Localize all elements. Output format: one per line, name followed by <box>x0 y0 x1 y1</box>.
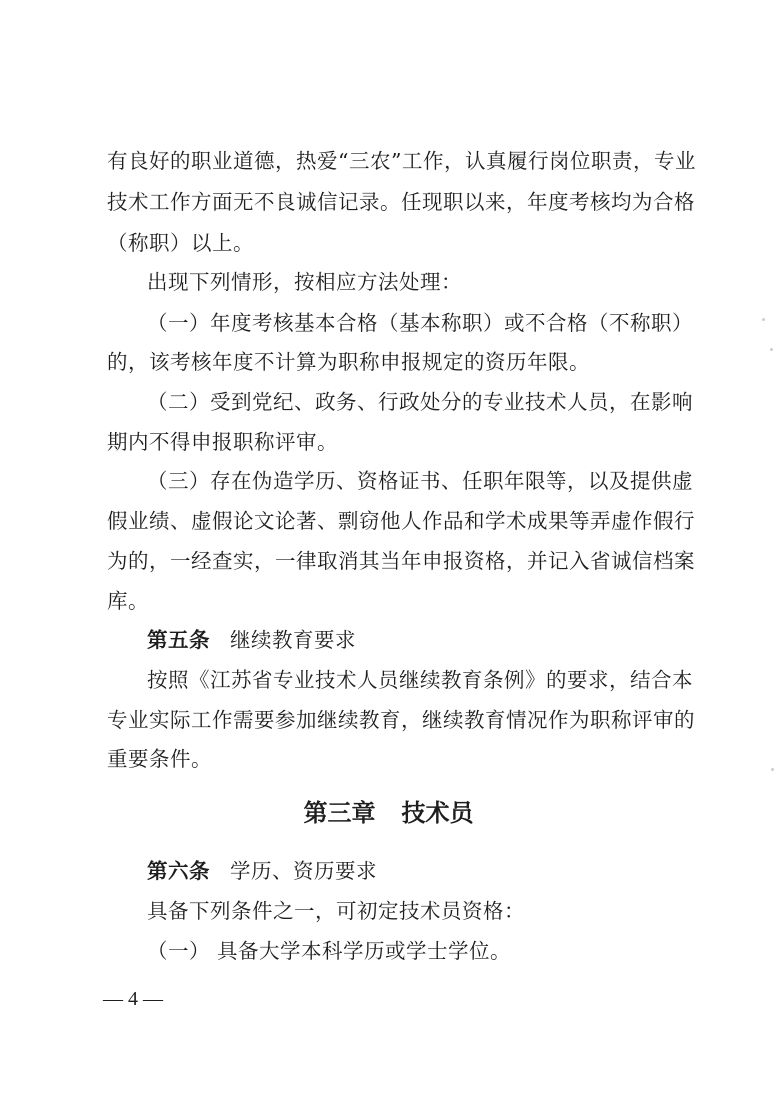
chapter-heading <box>0 797 777 829</box>
scan-speck <box>771 768 774 771</box>
article-5-subject: 继续教育要求 <box>230 628 356 652</box>
paragraph-line: 专业实际工作需要参加继续教育，继续教育情况作为职称评审的 <box>107 708 695 732</box>
article-5-title: 第五条 <box>147 628 210 652</box>
paragraph-line: （一） 具备大学本科学历或学士学位。 <box>147 939 512 963</box>
article-6-subject: 学历、资历要求 <box>230 859 377 883</box>
paragraph-line: （二）受到党纪、政务、行政处分的专业技术人员，在影响 <box>147 390 693 414</box>
paragraph-line: （称职）以上。 <box>107 231 254 255</box>
chapter-title: 技术员 <box>401 799 474 827</box>
page-number: — 4 — <box>103 988 163 1010</box>
scan-speck <box>770 348 773 351</box>
paragraph-line: 为的，一经查实，一律取消其当年申报资格，并记入省诚信档案 <box>107 549 695 573</box>
paragraph-line: 期内不得申报职称评审。 <box>107 430 338 454</box>
chapter-number: 第三章 <box>303 799 376 827</box>
paragraph-line: 重要条件。 <box>107 747 212 771</box>
article-6-heading <box>147 857 682 885</box>
paragraph-line: 技术工作方面无不良诚信记录。任现职以来，年度考核均为合格 <box>107 190 695 214</box>
paragraph-line: 出现下列情形，按相应方法处理： <box>147 270 462 294</box>
paragraph-line: （一）年度考核基本合格（基本称职）或不合格（不称职） <box>147 311 693 335</box>
article-5-heading <box>147 626 682 654</box>
article-6-title: 第六条 <box>147 859 210 883</box>
paragraph-line: 的，该考核年度不计算为职称申报规定的资历年限。 <box>107 350 590 374</box>
paragraph-line: 有良好的职业道德，热爱“三农”工作，认真履行岗位职责，专业 <box>107 149 696 173</box>
paragraph-line: 库。 <box>107 589 149 613</box>
paragraph-line: 按照《江苏省专业技术人员继续教育条例》的要求，结合本 <box>147 668 693 692</box>
scan-speck <box>762 318 765 321</box>
paragraph-line: 具备下列条件之一，可初定技术员资格： <box>147 899 525 923</box>
paragraph-line: 假业绩、虚假论文论著、剽窃他人作品和学术成果等弄虚作假行 <box>107 509 695 533</box>
paragraph-line: （三）存在伪造学历、资格证书、任职年限等，以及提供虚 <box>147 469 693 493</box>
